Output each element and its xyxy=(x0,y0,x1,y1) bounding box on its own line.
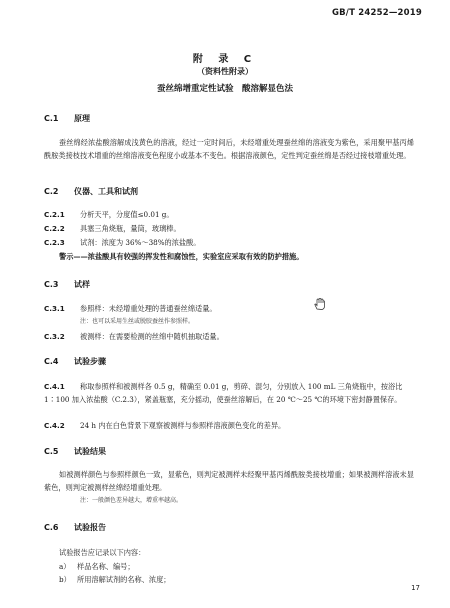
section-number: C.2 xyxy=(44,187,59,196)
subsection-number: C.2.1 xyxy=(44,210,65,219)
subsection-c3-1 xyxy=(44,302,414,315)
list-text: 所用溶解试剂的名称、浓度； xyxy=(77,575,171,584)
list-text: 样品名称、编号； xyxy=(77,562,135,571)
subsection-c2-1 xyxy=(44,208,414,221)
section-title: 试验结果 xyxy=(74,447,106,456)
subsection-c3-2 xyxy=(44,330,414,343)
subsection-text: 分析天平，分度值≤0.01 g。 xyxy=(80,210,174,219)
section-title: 试验报告 xyxy=(74,523,106,532)
section-number: C.4 xyxy=(44,357,59,366)
appendix-type: （资料性附录） xyxy=(197,67,253,76)
section-number: C.6 xyxy=(44,523,59,532)
section-heading-c1 xyxy=(44,113,90,124)
subsection-text: 具塞三角烧瓶，量筒，玻璃棒。 xyxy=(80,224,181,233)
section-heading-c4 xyxy=(44,356,106,367)
note-c3-1: 注：也可以采用生丝或脱胶蚕丝作参照样。 xyxy=(80,318,195,325)
note-c5: 注：一般颜色差异越大，增重率越高。 xyxy=(80,497,183,504)
section-heading-c2 xyxy=(44,186,138,197)
appendix-name: 蚕丝绵增重定性试验 酸溶解显色法 xyxy=(156,84,293,94)
subsection-text: 被测样：在需要检测的丝绵中随机抽取适量。 xyxy=(80,332,224,341)
list-item xyxy=(59,560,429,573)
warning-text: 警示——浓盐酸具有较强的挥发性和腐蚀性，实验室应采取有效的防护措施。 xyxy=(59,252,304,261)
list-item xyxy=(59,573,429,586)
hand-cursor-icon xyxy=(312,297,326,311)
subsection-number: C.2.2 xyxy=(44,224,65,233)
section-title: 试样 xyxy=(74,280,90,289)
subsection-number: C.3.1 xyxy=(44,304,65,313)
section-heading-c5 xyxy=(44,446,106,457)
page-number: 17 xyxy=(411,584,420,592)
section-c1-body: 蚕丝绵经浓盐酸溶解成浅黄色的溶液，经过一定时间后，未经增重处理蚕丝绵的溶液变为紫色，采用聚甲基丙烯酰胺类接枝技术增重的丝绵溶液变色程度小或基本不变色。根据溶液颜色，定性判定蚕丝绵是否经过接枝增重处理。 xyxy=(44,138,414,160)
section-title: 原理 xyxy=(74,114,90,123)
section-number: C.3 xyxy=(44,280,59,289)
subsection-number: C.3.2 xyxy=(44,332,65,341)
section-title: 试验步骤 xyxy=(74,357,106,366)
subsection-c2-2 xyxy=(44,222,414,235)
subsection-text: 试剂：浓度为 36%～38%的浓盐酸。 xyxy=(80,238,201,247)
section-number: C.1 xyxy=(44,114,59,123)
subsection-text: 称取参照样和被测样各 0.5 g，精确至 0.01 g，剪碎、混匀，分别放入 100 mL 三角烧瓶中，按浴比 1∶100 加入浓盐酸（C.2.3），紧盖瓶塞，充分摇动，使蚕丝溶解后，在 20 ℃～25 ℃的环境下密封静置保存。 xyxy=(44,382,403,404)
section-c5-body: 如被测样颜色与参照样颜色一致，显紫色，则判定被测样未经聚甲基丙烯酰胺类接枝增重；如果被测样溶液未显紫色，则判定被测样丝绵经增重处理。 xyxy=(44,470,414,492)
subsection-number: C.4.1 xyxy=(44,382,65,391)
section-number: C.5 xyxy=(44,447,59,456)
subsection-c4-2 xyxy=(44,419,414,432)
subsection-text: 24 h 内在白色背景下观察被测样与参照样溶液颜色变化的差异。 xyxy=(80,421,286,430)
standard-number: GB/T 24252—2019 xyxy=(331,8,422,18)
list-label: a） xyxy=(59,562,71,571)
subsection-number: C.2.3 xyxy=(44,238,65,247)
subsection-c2-3 xyxy=(44,236,414,249)
section-title: 仪器、工具和试剂 xyxy=(74,187,138,196)
subsection-c4-1 xyxy=(44,380,414,406)
section-heading-c3 xyxy=(44,279,90,290)
subsection-number: C.4.2 xyxy=(44,421,65,430)
section-c6-intro: 试验报告应记录以下内容： xyxy=(59,548,146,557)
list-label: b） xyxy=(59,575,71,584)
appendix-title: 附 录 C xyxy=(192,54,258,65)
subsection-text: 参照样：未经增重处理的普通蚕丝绵适量。 xyxy=(80,304,217,313)
section-heading-c6 xyxy=(44,522,106,533)
